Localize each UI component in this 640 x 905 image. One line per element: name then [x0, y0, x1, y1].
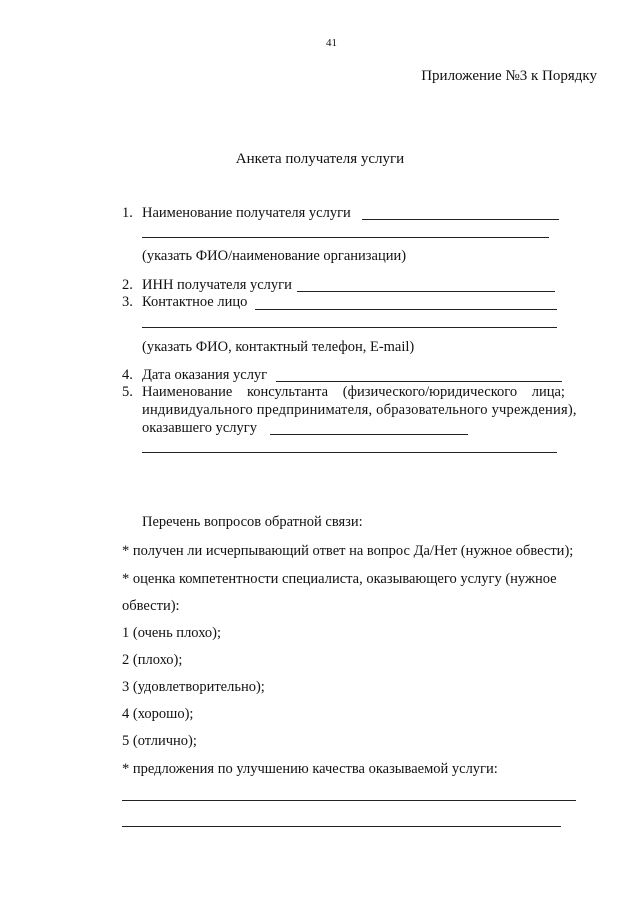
suggestions-input-line-2[interactable]: [122, 826, 561, 827]
field-5-word: Наименование: [142, 384, 233, 400]
field-1-label: Наименование получателя услуги: [142, 205, 351, 221]
field-4-label: Дата оказания услуг: [142, 367, 268, 383]
field-5-label-line-3: оказавшего услугу: [142, 420, 257, 436]
page-number: 41: [326, 37, 337, 49]
field-1-input-line[interactable]: [362, 219, 559, 220]
field-4-input-line[interactable]: [276, 381, 562, 382]
rating-option[interactable]: 1 (очень плохо);: [122, 625, 221, 641]
field-3-input-line[interactable]: [255, 309, 557, 310]
feedback-question-3: * предложения по улучшению качества оказываемой услуги:: [122, 761, 498, 777]
rating-option[interactable]: 2 (плохо);: [122, 652, 183, 668]
field-2-number: 2.: [122, 277, 133, 293]
feedback-heading: Перечень вопросов обратной связи:: [142, 514, 363, 530]
feedback-question-2: * оценка компетентности специалиста, оказывающего услугу (нужное: [122, 571, 557, 587]
field-2-label: ИНН получателя услуги: [142, 277, 292, 293]
field-5-word: (физического/юридического: [342, 384, 518, 400]
field-5-word: лица;: [531, 384, 565, 400]
field-5-word: консультанта: [246, 384, 329, 400]
field-5-input-line[interactable]: [270, 434, 468, 435]
field-5-number: 5.: [122, 384, 133, 400]
field-3-label: Контактное лицо: [142, 294, 248, 310]
rating-option[interactable]: 3 (удовлетворительно);: [122, 679, 265, 695]
feedback-question-1: * получен ли исчерпывающий ответ на вопрос Да/Нет (нужное обвести);: [122, 543, 574, 559]
appendix-label: Приложение №3 к Порядку: [421, 68, 597, 84]
field-5-label-line-1: [142, 384, 565, 401]
field-4-number: 4.: [122, 367, 133, 383]
field-5-label-line-2: индивидуального предпринимателя, образовательного учреждения),: [142, 402, 577, 418]
field-1-input-line-2[interactable]: [142, 237, 549, 238]
field-5-input-line-2[interactable]: [142, 452, 557, 453]
form-title: Анкета получателя услуги: [235, 151, 405, 167]
feedback-question-2-cont: обвести):: [122, 598, 180, 614]
field-1-number: 1.: [122, 205, 133, 221]
field-3-input-line-2[interactable]: [142, 327, 557, 328]
rating-option[interactable]: 5 (отлично);: [122, 733, 197, 749]
field-2-input-line[interactable]: [297, 291, 555, 292]
suggestions-input-line[interactable]: [122, 800, 576, 801]
field-3-hint: (указать ФИО, контактный телефон, E-mail): [142, 339, 415, 355]
field-1-hint: (указать ФИО/наименование организации): [142, 248, 407, 264]
rating-option[interactable]: 4 (хорошо);: [122, 706, 194, 722]
field-3-number: 3.: [122, 294, 133, 310]
